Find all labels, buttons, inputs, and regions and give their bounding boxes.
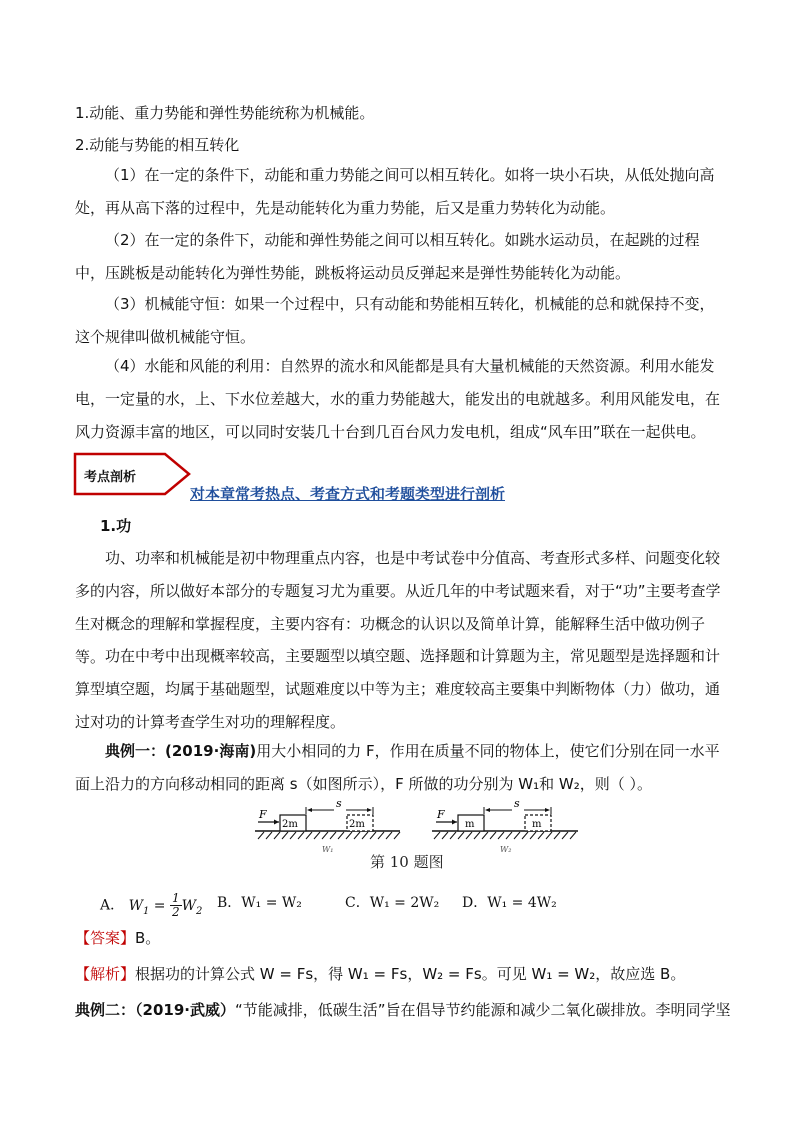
paragraph-item-3: （3）机械能守恒：如果一个过程中，只有动能和势能相互转化，机械能的总和就保持不变，这个规律叫做机械能守恒。 <box>75 295 715 346</box>
option-c: C．W₁ = 2W₂ <box>345 895 440 911</box>
answer-value: B。 <box>135 929 161 947</box>
right-distance-label: s <box>514 797 520 810</box>
analysis-text: 根据功的计算公式 W = Fs，得 W₁ = Fs，W₂ = Fs。可见 W₁ = W₂，故应选 B。 <box>135 965 686 983</box>
paragraph-item-1: （1）在一定的条件下，动能和重力势能之间可以相互转化。如将一块小石块，从低处抛向高处，再从高下落的过程中，先是动能转化为重力势能，后又是重力势转化为动能。 <box>75 166 715 217</box>
example-1-question <box>75 735 725 801</box>
left-distance-label: s <box>336 797 342 810</box>
figure-caption: 第 10 题图 <box>370 853 444 871</box>
option-a-formula: $W_1$ = $\frac{1}{2}$ $W_2$ <box>128 891 203 919</box>
right-force-label: F <box>437 808 445 821</box>
option-a-letter: A． <box>100 897 125 914</box>
left-work-label: W₁ <box>322 845 334 854</box>
option-d: D．W₁ = 4W₂ <box>462 895 557 911</box>
example-2-question <box>75 994 735 1027</box>
left-ghost-label: 2m <box>349 819 365 830</box>
example-1-source: (2019·海南) <box>165 742 257 760</box>
topic-paragraph-1: 功、功率和机械能是初中物理重点内容，也是中考试卷中分值高、考查形式多样、问题变化较多的内容，所以做好本部分的专题复习尤为重要。从近几年的中考试题来看，对于“功”主要考查学生对概念的理解和掌握程度，主要内容有：功概念的认识以及简单计算，能解释生活中做功例子等。 <box>75 549 721 666</box>
paragraph-item-4: （4）水能和风能的利用：自然界的流水和风能都是具有大量机械能的天然资源。利用水能发电，一定量的水，上、下水位差越大，水的重力势能越大，能发出的电就越多。利用风能发电，在风力资源丰富的地区，可以同时安装几十台到几百台风力发电机，组成“风车田”联在一起供电。 <box>75 357 721 441</box>
answer-line <box>75 922 725 955</box>
example-1-label: 典例一： <box>105 742 166 760</box>
paragraph-item-2: （2）在一定的条件下，动能和弹性势能之间可以相互转化。如跳水运动员，在起跳的过程中，压跳板是动能转化为弹性势能，跳板将运动员反弹起来是弹性势能转化为动能。 <box>75 231 700 282</box>
analysis-line <box>75 958 725 991</box>
topic-paragraph-2: 功在中考中出现概率较高，主要题型以填空题、选择题和计算题为主，常见题型是选择题和计算型填空题，均属于基础题型，试题难度以中等为主；难度较高主要集中判断物体（力）做功，通过对功的计算考查学生对功的理解程度。 <box>75 647 721 731</box>
example-2-text: “节能减排，低碳生活”旨在倡导节约能源和减少二氧化碳排放。李明同学坚 <box>234 1001 731 1019</box>
right-block-label: m <box>465 819 475 830</box>
example-1-text: 用大小相同的力 F，作用在质量不同的物体上，使它们分别在同一水平面上沿力的方向移动相同的距离 s（如图所示），F 所做的功分别为 W₁和 W₂，则（ ）。 <box>75 742 720 793</box>
fraction: $\frac{1}{2}$ <box>171 891 180 919</box>
paragraph-mechanical-energy: 1.动能、重力势能和弹性势能统称为机械能。 <box>75 104 375 122</box>
option-a <box>100 892 202 919</box>
left-force-label: F <box>259 808 267 821</box>
section-banner-label: 考点剖析 <box>84 470 137 485</box>
answer-label: 【答案】 <box>75 929 136 947</box>
example-2-label: 典例二： <box>75 1001 136 1019</box>
left-block-label: 2m <box>282 819 298 830</box>
topic-heading: 1.功 <box>100 517 132 535</box>
example-2-source: （2019·武威） <box>135 1001 235 1019</box>
paragraph-conversion-title: 2.动能与势能的相互转化 <box>75 136 240 154</box>
section-subtitle: 对本章常考热点、考查方式和考题类型进行剖析 <box>190 485 506 503</box>
analysis-label: 【解析】 <box>75 965 136 983</box>
answer-options <box>100 884 620 920</box>
option-b: B．W₁ = W₂ <box>217 895 302 911</box>
right-work-label: W₂ <box>500 845 512 854</box>
right-ghost-label: m <box>532 819 542 830</box>
